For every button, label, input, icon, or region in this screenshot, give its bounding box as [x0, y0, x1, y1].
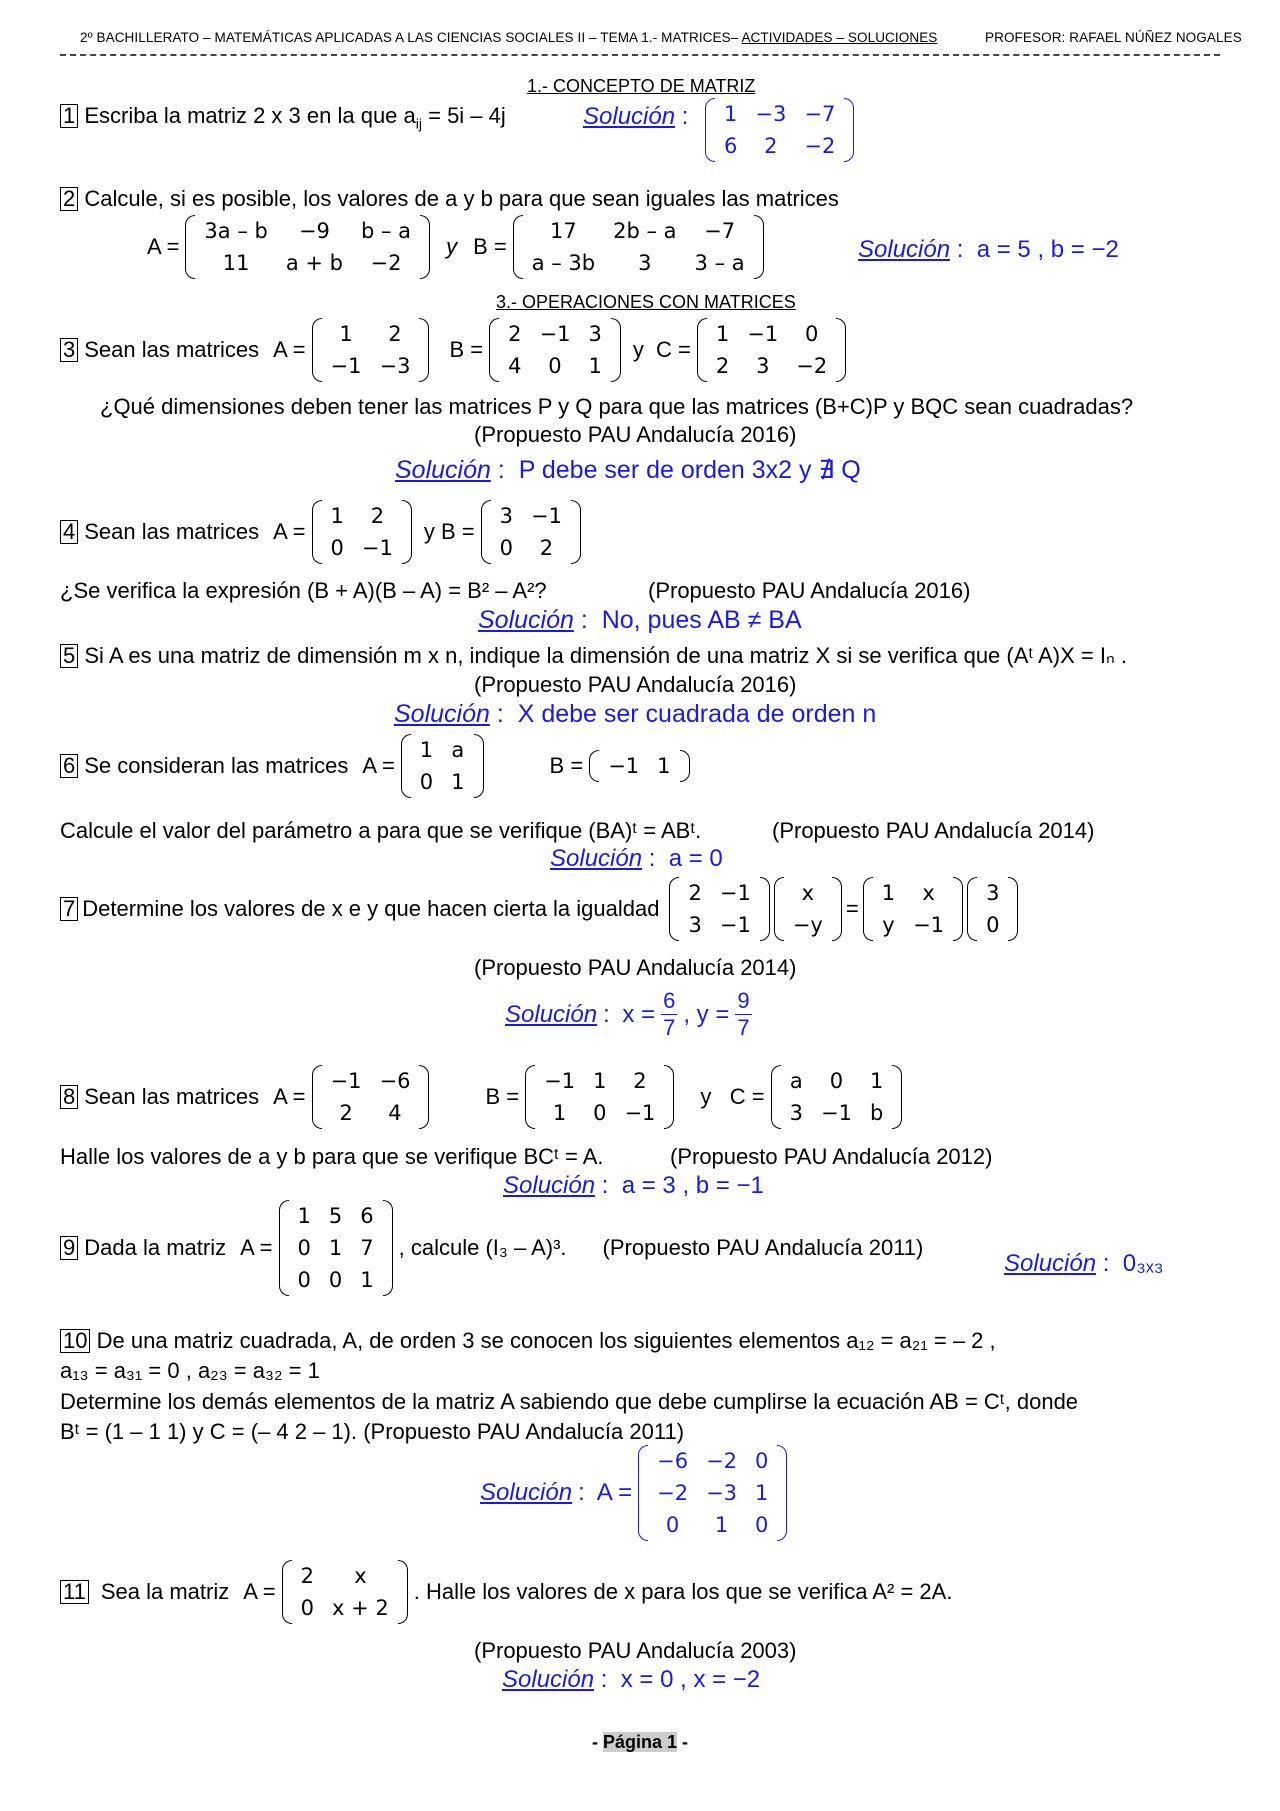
matrix-cell: 1: [881, 881, 896, 905]
right-paren: [953, 877, 963, 941]
solution-label: Solución: [480, 1479, 573, 1506]
header-title: [80, 30, 937, 45]
matrix-cell: 1: [419, 738, 434, 762]
exercise-9-source: (Propuesto PAU Andalucía 2011): [602, 1235, 924, 1260]
matrix-A: [279, 1200, 393, 1296]
matrix-cell: −1: [820, 1101, 852, 1125]
exercise-4-source: (Propuesto PAU Andalucía 2016): [648, 578, 971, 603]
matrix-cell: −1: [624, 1101, 656, 1125]
matrix-cell: x: [922, 881, 935, 905]
matrix-cell: 1: [593, 1069, 607, 1093]
exercise-6-question: Calcule el valor del parámetro a para que se verifique (BA)ᵗ = ABᵗ.: [60, 818, 702, 843]
matrix-cell: 1: [714, 1513, 729, 1537]
matrix-cell: b – a: [361, 219, 412, 243]
exercise-number: 8: [60, 1085, 78, 1109]
solution-label: Solución: [1004, 1250, 1097, 1277]
matrix-cell: 6: [360, 1204, 374, 1228]
solution-3: Solución : P debe ser de orden 3x2 y ∄ Q: [395, 456, 861, 484]
matrix-A: [401, 734, 484, 798]
left-paren: [312, 318, 322, 382]
matrix-cell: 1: [715, 322, 730, 346]
matrix-4: [967, 877, 1018, 941]
matrix-cell: 0: [755, 1449, 769, 1473]
left-paren: [774, 877, 784, 941]
exercise-6-source: (Propuesto PAU Andalucía 2014): [772, 818, 1095, 843]
exercise-number: 1: [60, 104, 78, 128]
solution-matrix: [705, 98, 854, 162]
matrix-cell: 1: [451, 770, 465, 794]
matrix-cell: 11: [222, 251, 250, 275]
right-paren: [760, 877, 770, 941]
solution-label: Solución: [858, 236, 951, 263]
matrix-B: [525, 1065, 674, 1129]
exercise-11-question: . Halle los valores de x para los que se verifica A² = 2A.: [413, 1579, 953, 1604]
exercise-number: 5: [60, 644, 78, 668]
matrix-cell: 1: [657, 754, 671, 778]
left-paren: [771, 1065, 781, 1129]
exercise-6: 6 Se consideran las matrices A = 1 a 0 1 B = −1 1: [60, 734, 690, 798]
matrix-cell: −2: [706, 1449, 738, 1473]
matrix-cell: −1: [539, 322, 571, 346]
matrix-cell: −1: [330, 354, 362, 378]
right-paren: [754, 215, 764, 279]
left-paren: [669, 877, 679, 941]
exercise-text: Sean las matrices: [84, 337, 260, 362]
solution-4: Solución : No, pues AB ≠ BA: [478, 606, 802, 634]
matrix-cell: −1: [544, 1069, 576, 1093]
matrix-cell: 2: [539, 536, 554, 560]
denominator: 7: [737, 1015, 750, 1040]
matrix-cell: x + 2: [332, 1596, 389, 1620]
right-paren: [844, 98, 854, 162]
right-paren: [419, 1065, 429, 1129]
exercise-text: Sea la matriz: [100, 1579, 230, 1604]
matrix-cell: 3: [499, 504, 513, 528]
matrix-cell: −2: [804, 134, 836, 158]
exercise-text-b: = 5i – 4j: [422, 103, 506, 128]
exercise-9: 9 Dada la matriz A = 1 5 6 0 1 7 0 0 1 , calcule (I₃ – A)³. (Propuesto PAU Andalucía 2011): [60, 1200, 923, 1296]
footer-prefix: -: [592, 1732, 603, 1752]
left-paren: [481, 500, 491, 564]
solution-text: a = 0: [668, 845, 723, 872]
left-paren: [282, 1560, 292, 1624]
solution-label: Solución: [502, 1666, 595, 1693]
right-paren: [680, 750, 690, 782]
fraction-y: [735, 988, 751, 1041]
matrix-cell: 2b – a: [613, 219, 677, 243]
exercise-text: Si A es una matriz de dimensión m x n, indique la dimensión de una matriz X si se verifica que (Aᵗ A)X = Iₙ .: [84, 643, 1127, 668]
solution-label: Solución: [583, 103, 676, 130]
matrix-cell: 1: [724, 102, 738, 126]
matrix-cell: 0: [805, 322, 819, 346]
exercise-5: [60, 643, 1127, 669]
matrix-B: [481, 500, 581, 564]
exercise-11: 11 Sea la matriz A = 2 x 0 x + 2 . Halle los valores de x para los que se verifica A² = 2A.: [60, 1560, 952, 1624]
left-paren: [312, 500, 322, 564]
exercise-3-question: ¿Qué dimensiones deben tener las matrices P y Q para que las matrices (B+C)P y BQC sean cuadradas?: [100, 394, 1134, 419]
exercise-3: 3 Sean las matrices A = 1 2 −1 −3 B = 2 −1 3 4 0 1 y C = 1 −1 0 2 3 −2: [60, 318, 846, 382]
footer-suffix: -: [677, 1732, 689, 1752]
exercise-2: [60, 186, 839, 212]
matrix-cell: a: [789, 1069, 803, 1093]
solution-text: X debe ser cuadrada de orden n: [517, 700, 877, 728]
header-left-text: 2º BACHILLERATO – MATEMÁTICAS APLICADAS A LAS CIENCIAS SOCIALES II – TEMA 1.- MATRICES–: [80, 30, 742, 45]
matrix-label: A =: [147, 234, 180, 259]
exercise-4-question: ¿Se verifica la expresión (B + A)(B – A) = B² – A²?: [60, 578, 547, 603]
solution-text: P debe ser de orden 3x2 y ∄ Q: [518, 456, 861, 484]
right-paren: [571, 500, 581, 564]
matrix-cell: a + b: [285, 251, 343, 275]
matrix-body: [648, 1445, 777, 1541]
exercise-5-source: (Propuesto PAU Andalucía 2016): [474, 672, 797, 697]
matrix-cell: −1: [531, 504, 562, 528]
matrix-cell: −2: [370, 251, 402, 275]
matrix-cell: 0: [665, 1513, 680, 1537]
matrix-cell: 1: [297, 1204, 311, 1228]
matrix-cell: −1: [608, 754, 640, 778]
matrix-body: [781, 1065, 893, 1129]
matrix-2: [774, 877, 842, 941]
exercise-text: Determine los valores de x e y que hacen cierta la igualdad: [82, 896, 660, 921]
right-paren: [398, 1560, 408, 1624]
left-paren: [863, 877, 873, 941]
solution-2: Solución : a = 5 , b = −2: [858, 236, 1119, 263]
matrix-cell: −y: [792, 913, 823, 937]
matrix-cell: −1: [719, 881, 751, 905]
matrix-cell: 5: [328, 1204, 343, 1228]
matrix-cell: 2: [300, 1564, 315, 1588]
matrix-body: [707, 318, 836, 382]
exercise-7: 7 Determine los valores de x e y que hacen cierta la igualdad 2 −1 3 −1 x −y = 1 x y −1 3 0: [60, 877, 1018, 941]
solution-text: No, pues AB ≠ BA: [601, 606, 802, 634]
exercise-number: 11: [60, 1580, 89, 1604]
right-paren: [402, 500, 412, 564]
left-paren: [185, 215, 195, 279]
matrix-cell: 0: [593, 1101, 607, 1125]
matrix-body: [977, 877, 1008, 941]
matrix-body: [195, 215, 420, 279]
solution-6: Solución : a = 0: [550, 845, 723, 872]
matrix-A: [312, 500, 412, 564]
matrix-cell: 2: [764, 134, 778, 158]
fraction-x: [661, 988, 677, 1041]
matrix-cell: −2: [657, 1481, 689, 1505]
matrix-cell: −1: [719, 913, 751, 937]
matrix-cell: −3: [379, 354, 411, 378]
exercise-number: 7: [60, 897, 78, 921]
exercise-number: 2: [60, 187, 78, 211]
matrix-body: [411, 734, 474, 798]
matrix-cell: −2: [796, 354, 828, 378]
exercise-3-source: (Propuesto PAU Andalucía 2016): [474, 422, 797, 447]
matrix-cell: 3: [688, 913, 702, 937]
matrix-cell: x: [801, 881, 815, 905]
right-paren: [777, 1445, 787, 1541]
denominator: 7: [663, 1015, 676, 1040]
exercise-number: 9: [60, 1236, 78, 1260]
solution-text: a = 3 , b = −1: [621, 1172, 764, 1199]
right-paren: [474, 734, 484, 798]
matrix-cell: 0: [499, 536, 513, 560]
matrix-body: [523, 215, 754, 279]
exercise-text-line1: De una matriz cuadrada, A, de orden 3 se conocen los siguientes elementos a₁₂ = a₂₁ = – 2 ,: [96, 1328, 996, 1353]
solution-7: Solución : x = $\frac{6}{7}$ , y = $\frac{9}{7}$: [505, 988, 750, 1040]
matrix-body: [289, 1200, 383, 1296]
exercise-4: 4 Sean las matrices A = 1 2 0 −1 y B = 3 −1 0 2: [60, 500, 581, 564]
matrix-cell: 1: [552, 1101, 567, 1125]
solution-1: Solución :: [583, 103, 689, 130]
left-paren: [589, 750, 599, 782]
exercise-8-question: Halle los valores de a y b para que se verifique BCᵗ = A.: [60, 1144, 604, 1169]
matrix-cell: 3: [588, 322, 602, 346]
matrix-cell: 3 – a: [694, 251, 745, 275]
left-paren: [513, 215, 523, 279]
matrix-cell: 0: [330, 536, 344, 560]
exercise-10-line4: Bᵗ = (1 – 1 1) y C = (– 4 2 – 1). (Propuesto PAU Andalucía 2011): [60, 1419, 685, 1444]
matrix-cell: −1: [361, 536, 393, 560]
matrix-cell: 1: [869, 1069, 884, 1093]
section-title-1: 1.- CONCEPTO DE MATRIZ: [527, 76, 756, 96]
solution-10: Solución : A = −6 −2 0 −2 −3 1 0 1 0: [480, 1445, 787, 1541]
left-paren: [489, 318, 499, 382]
exercise-number: 3: [60, 338, 78, 362]
matrix-cell: 0: [328, 1268, 343, 1292]
matrix-cell: 0: [419, 770, 434, 794]
exercise-number: 6: [60, 754, 78, 778]
matrix-cell: 0: [986, 913, 1000, 937]
matrix-cell: 3: [756, 354, 770, 378]
matrix-B: [489, 318, 621, 382]
matrix-cell: 4: [508, 354, 522, 378]
matrix-cell: a – 3b: [531, 251, 596, 275]
matrix-cell: 1: [328, 1236, 343, 1260]
right-paren: [419, 318, 429, 382]
matrix-cell: 0: [297, 1268, 311, 1292]
exercise-8-source: (Propuesto PAU Andalucía 2012): [670, 1144, 993, 1169]
right-paren: [611, 318, 621, 382]
header-author: PROFESOR: RAFAEL NÚÑEZ NOGALES: [985, 30, 1242, 45]
matrix-cell: 1: [755, 1481, 769, 1505]
matrix-body: [292, 1560, 398, 1624]
matrix-cell: 3: [789, 1101, 803, 1125]
matrix-body: [491, 500, 571, 564]
exercise-1: [60, 103, 506, 131]
matrix-cell: 3: [638, 251, 652, 275]
matrix-cell: 4: [388, 1101, 402, 1125]
matrix-cell: x: [354, 1564, 367, 1588]
matrix-cell: 0: [297, 1236, 311, 1260]
header-left-underlined: ACTIVIDADES – SOLUCIONES: [741, 30, 938, 45]
matrix-cell: 2: [633, 1069, 647, 1093]
matrix-cell: 2: [508, 322, 522, 346]
left-paren: [697, 318, 707, 382]
matrix-cell: −6: [657, 1449, 689, 1473]
matrix-cell: −1: [913, 913, 945, 937]
exercise-10: [60, 1328, 996, 1354]
page-number: Página 1: [603, 1732, 678, 1752]
matrix-body: [322, 318, 420, 382]
matrix-cell: 1: [330, 504, 344, 528]
matrix-cell: 17: [550, 219, 577, 243]
matrix-cell: y: [882, 913, 895, 937]
exercise-text: Calcule, si es posible, los valores de a y b para que sean iguales las matrices: [84, 186, 839, 211]
solution-text: a = 5 , b = −2: [976, 236, 1119, 263]
numerator: 9: [737, 988, 750, 1013]
matrix-body: [599, 750, 679, 782]
right-paren: [383, 1200, 393, 1296]
header-divider: [60, 54, 1220, 56]
matrix-cell: 1: [588, 354, 602, 378]
exercise-10-line2: a₁₃ = a₃₁ = 0 , a₂₃ = a₃₂ = 1: [60, 1358, 320, 1383]
matrix-cell: −1: [747, 322, 779, 346]
exercise-number: 10: [60, 1329, 90, 1353]
exercise-2-matrices: [147, 215, 764, 279]
matrix-label: B =: [473, 234, 507, 259]
right-paren: [892, 1065, 902, 1129]
matrix-body: [679, 877, 759, 941]
matrix-A: [312, 318, 430, 382]
solution-8: Solución : a = 3 , b = −1: [503, 1172, 764, 1199]
matrix-cell: −9: [298, 219, 330, 243]
exercise-text: Escriba la matriz 2 x 3 en la que a: [84, 103, 416, 128]
matrix-cell: 7: [360, 1236, 374, 1260]
matrix-body: [873, 877, 953, 941]
left-paren: [279, 1200, 289, 1296]
section-title-3: 3.- OPERACIONES CON MATRICES: [496, 292, 796, 312]
exercise-10-line3: Determine los demás elementos de la matriz A sabiendo que debe cumplirse la ecuación AB = Cᵗ, donde: [60, 1389, 1079, 1414]
solution-y-label: , y =: [683, 1000, 730, 1028]
connector: y: [446, 234, 458, 259]
solution-label: Solución: [395, 456, 491, 484]
matrix-cell: 1: [339, 322, 353, 346]
matrix-B: [589, 750, 689, 782]
matrix-body: [784, 877, 832, 941]
exercise-11-source: (Propuesto PAU Andalucía 2003): [474, 1638, 797, 1663]
matrix-cell: 2: [339, 1101, 353, 1125]
matrix-cell: −1: [330, 1069, 362, 1093]
matrix-cell: −7: [804, 102, 836, 126]
matrix-A: [282, 1560, 408, 1624]
matrix-cell: 0: [829, 1069, 844, 1093]
matrix-A: [312, 1065, 430, 1129]
solution-matrix: [638, 1445, 787, 1541]
solution-label: Solución: [478, 606, 574, 634]
solution-11: Solución : x = 0 , x = −2: [502, 1666, 761, 1693]
matrix-cell: b: [869, 1101, 884, 1125]
matrix-1: [669, 877, 769, 941]
matrix-cell: 2: [388, 322, 402, 346]
matrix-cell: −6: [379, 1069, 411, 1093]
right-paren: [664, 1065, 674, 1129]
matrix-C: [697, 318, 846, 382]
matrix-cell: 3a – b: [204, 219, 268, 243]
solution-text: 0₃ₓ₃: [1122, 1250, 1164, 1277]
matrix-cell: 6: [724, 134, 738, 158]
exercise-text: Se consideran las matrices: [84, 753, 349, 778]
left-paren: [312, 1065, 322, 1129]
matrix-body: [535, 1065, 664, 1129]
matrix-C: [771, 1065, 903, 1129]
matrix-cell: −3: [755, 102, 787, 126]
matrix-cell: −7: [704, 219, 736, 243]
solution-9: Solución : 0₃ₓ₃: [1004, 1250, 1164, 1277]
matrix-cell: 0: [755, 1513, 769, 1537]
exercise-8: 8 Sean las matrices A = −1 −6 2 4 B = −1 1 2 1 0 −1 y C = a 0 1 3 −1 b: [60, 1065, 902, 1129]
exercise-text: Sean las matrices: [84, 519, 260, 544]
left-paren: [705, 98, 715, 162]
matrix-3: [863, 877, 963, 941]
exercise-text: Dada la matriz: [84, 1235, 227, 1260]
solution-label: Solución: [503, 1172, 596, 1199]
exercise-7-source: (Propuesto PAU Andalucía 2014): [474, 955, 797, 980]
page-footer: [592, 1732, 688, 1753]
matrix-cell: 2: [688, 881, 702, 905]
left-paren: [967, 877, 977, 941]
exercise-number: 4: [60, 520, 78, 544]
solution-x-label: x =: [622, 1000, 656, 1028]
matrix-cell: 0: [548, 354, 562, 378]
right-paren: [832, 877, 842, 941]
matrix-A: [185, 215, 430, 279]
matrix-cell: 0: [300, 1596, 315, 1620]
right-paren: [836, 318, 846, 382]
matrix-B: [513, 215, 764, 279]
solution-1-matrix-wrap: [705, 98, 854, 162]
matrix-body: [322, 1065, 420, 1129]
solution-text: x = 0 , x = −2: [620, 1666, 761, 1693]
matrix-cell: 2: [715, 354, 730, 378]
right-paren: [420, 215, 430, 279]
matrix-cell: 3: [986, 881, 1000, 905]
numerator: 6: [663, 988, 676, 1013]
solution-label: Solución: [550, 845, 643, 872]
matrix-cell: a: [451, 738, 465, 762]
left-paren: [638, 1445, 648, 1541]
matrix-body: [715, 98, 844, 162]
matrix-cell: 2: [370, 504, 385, 528]
solution-label: Solución: [505, 1000, 598, 1028]
matrix-cell: −3: [706, 1481, 738, 1505]
exercise-text: Sean las matrices: [84, 1084, 260, 1109]
matrix-cell: 1: [360, 1268, 374, 1292]
solution-label: Solución: [394, 700, 490, 728]
left-paren: [401, 734, 411, 798]
exercise-9-question: , calcule (I₃ – A)³.: [398, 1235, 567, 1260]
solution-5: Solución : X debe ser cuadrada de orden n: [394, 700, 877, 728]
right-paren: [1008, 877, 1018, 941]
matrix-body: [499, 318, 611, 382]
subscript: ij: [415, 115, 422, 132]
left-paren: [525, 1065, 535, 1129]
matrix-body: [322, 500, 402, 564]
